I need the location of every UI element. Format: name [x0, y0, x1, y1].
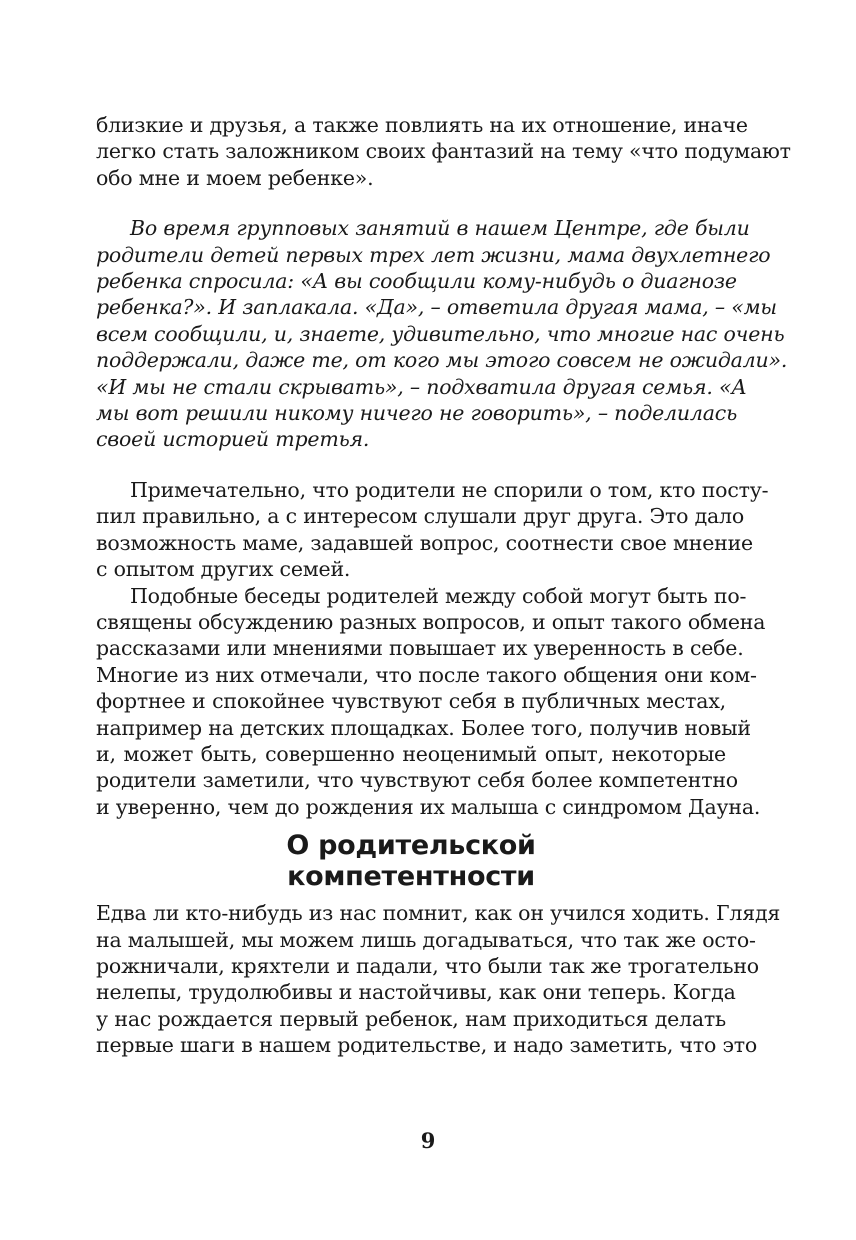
text-line: нелепы, трудолюбивы и настойчивы, как они теперь. Когда [96, 980, 736, 1005]
text-line: ребенка?». И заплакала. «Да», – ответила другая мама, – «мы [96, 295, 777, 320]
text-line: Многие из них отмечали, что после такого общения они ком- [96, 662, 757, 687]
text-line: с опытом других семей. [96, 557, 351, 582]
paragraph [96, 583, 766, 821]
text-line: первые шаги в нашем родительстве, и надо заметить, что это [96, 1033, 758, 1058]
heading-line: О родительской [286, 830, 536, 862]
text-line: ребенка спросила: «А вы сообщили кому-нибудь о диагнозе [96, 269, 737, 294]
paragraph-continuation [96, 112, 791, 191]
page-number: 9 [420, 1128, 436, 1153]
text-line: рожничали, кряхтели и падали, что были так же трогательно [96, 953, 759, 978]
text-line: и уверенно, чем до рождения их малыша с синдромом Дауна. [96, 794, 761, 819]
paragraph [96, 477, 769, 583]
text-line: родители заметили, что чувствуют себя более компетентно [96, 768, 738, 793]
page-body [96, 112, 791, 1059]
text-line: и, может быть, совершенно неоценимый опыт, некоторые [96, 741, 726, 766]
text-line: мы вот решили никому ничего не говорить», – поделилась [96, 401, 738, 426]
text-line: Примечательно, что родители не спорили о том, кто посту- [130, 477, 769, 502]
heading-line: компетентности [287, 861, 535, 893]
paragraph [96, 900, 781, 1058]
text-line: возможность маме, задавшей вопрос, соотнести свое мнение [96, 530, 753, 555]
section-heading [96, 830, 726, 892]
text-line: Едва ли кто-нибудь из нас помнит, как он учился ходить. Глядя [96, 901, 781, 926]
text-line: у нас рождается первый ребенок, нам приходиться делать [96, 1006, 726, 1031]
text-line: на малышей, мы можем лишь догадываться, что так же осто- [96, 927, 756, 952]
text-line: всем сообщили, и, знаете, удивительно, что многие нас очень [96, 321, 785, 346]
text-line: рассказами или мнениями повышает их уверенность в себе. [96, 636, 744, 661]
italic-example-block [96, 215, 788, 453]
text-line: «И мы не стали скрывать», – подхватила другая семья. «А [96, 374, 747, 399]
text-line: близкие и друзья, а также повлиять на их отношение, иначе [96, 113, 748, 137]
text-line: легко стать заложником своих фантазий на тему «что подумают [96, 139, 791, 164]
text-line: священы обсуждению разных вопросов, и опыт такого обмена [96, 609, 766, 634]
text-line: фортнее и спокойнее чувствуют себя в публичных местах, [96, 689, 726, 714]
text-line: своей историей третья. [96, 427, 370, 452]
text-line: пил правильно, а с интересом слушали друг друга. Это дало [96, 504, 744, 529]
text-line: обо мне и моем ребенке». [96, 165, 374, 190]
text-line: родители детей первых трех лет жизни, мама двухлетнего [96, 242, 771, 267]
text-line: Во время групповых занятий в нашем Центре, где были [130, 216, 750, 241]
text-line: поддержали, даже те, от кого мы этого совсем не ожидали». [96, 348, 788, 373]
text-line: например на детских площадках. Более того, получив новый [96, 715, 751, 740]
text-line: Подобные беседы родителей между собой могут быть по- [130, 583, 747, 608]
